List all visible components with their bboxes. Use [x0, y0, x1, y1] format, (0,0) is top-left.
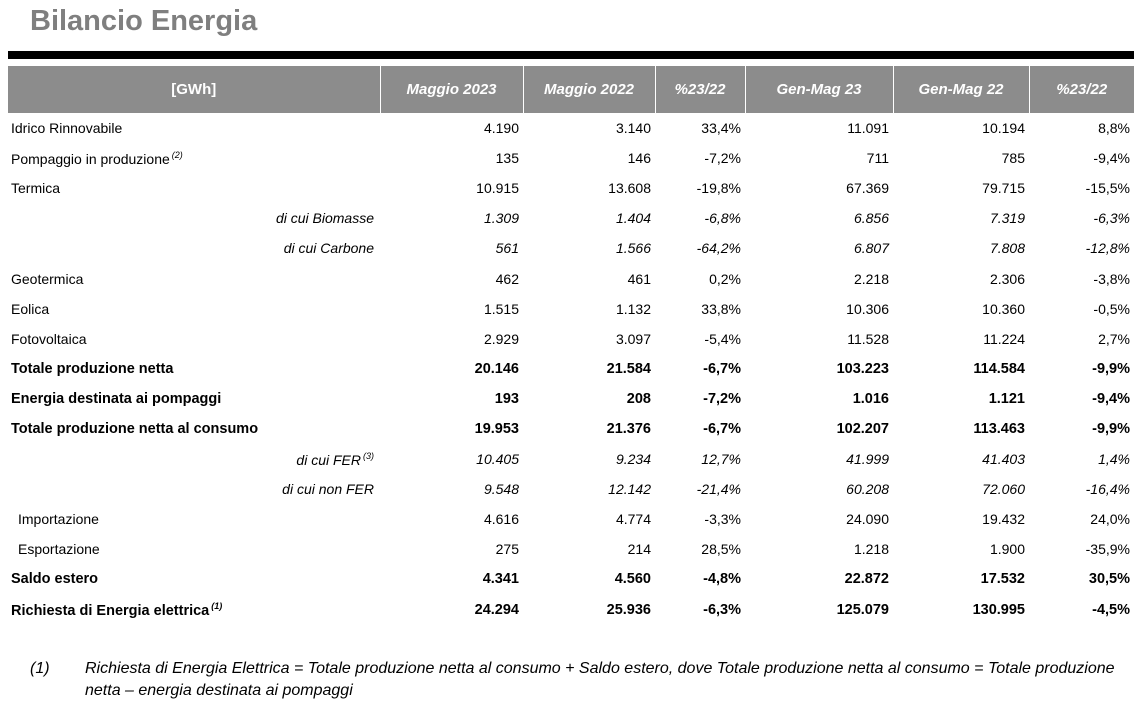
table-cell: 30,5% — [1088, 571, 1130, 588]
table-header-row — [8, 66, 1134, 113]
row-label-text: di cui Carbone — [283, 240, 374, 257]
energy-balance-table — [8, 66, 1134, 625]
header-maggio-2023: Maggio 2023 — [380, 66, 523, 113]
table-cell: 7.808 — [989, 240, 1025, 257]
row-label — [8, 233, 380, 263]
table-cell: -3,3% — [704, 511, 741, 528]
row-label — [8, 384, 380, 414]
table-cell: 12,7% — [701, 451, 741, 468]
table-row — [8, 173, 1134, 203]
footnote-ref: (3) — [363, 450, 374, 461]
table-cell: -15,5% — [1085, 180, 1130, 197]
table-cell: -7,2% — [703, 390, 741, 407]
table-cell: 146 — [627, 150, 651, 167]
table-cell: 0,2% — [709, 270, 741, 287]
table-cell: 711 — [866, 150, 889, 167]
table-cell: 12.142 — [608, 481, 651, 498]
table-row — [8, 354, 1134, 384]
table-cell: 1,4% — [1098, 451, 1130, 468]
table-cell: 21.584 — [606, 360, 651, 377]
table-cell: 19.953 — [474, 420, 519, 437]
table-cell: 1.218 — [853, 541, 889, 558]
row-label — [8, 534, 380, 564]
table-cell: -4,8% — [703, 571, 741, 588]
table-cell: -9,4% — [1092, 390, 1130, 407]
table-cell: -19,8% — [696, 180, 741, 197]
table-cell: 785 — [1001, 150, 1025, 167]
row-label-text: Idrico Rinnovabile — [11, 120, 123, 137]
table-cell: 193 — [494, 390, 519, 407]
row-label-text: Termica — [11, 180, 61, 197]
row-label — [8, 143, 380, 173]
table-cell: 4.616 — [483, 511, 519, 528]
table-cell: 1.404 — [615, 210, 651, 227]
table-cell: 7.319 — [989, 210, 1025, 227]
table-row — [8, 595, 1134, 625]
table-cell: -6,7% — [703, 360, 741, 377]
table-cell: 461 — [627, 270, 651, 287]
table-cell: 10.405 — [476, 451, 519, 468]
header-unit: [GWh] — [8, 66, 380, 113]
table-cell: 102.207 — [836, 420, 889, 437]
table-cell: 19.432 — [982, 511, 1025, 528]
table-cell: 11.224 — [983, 330, 1025, 347]
table-cell: 67.369 — [846, 180, 889, 197]
table-cell: 2.218 — [853, 270, 889, 287]
table-cell: 1.566 — [615, 240, 651, 257]
table-cell: -21,4% — [696, 481, 741, 498]
table-cell: 1.900 — [989, 541, 1025, 558]
table-cell: 17.532 — [980, 571, 1025, 588]
table-cell: 24,0% — [1090, 511, 1130, 528]
table-cell: -12,8% — [1085, 240, 1130, 257]
header-maggio-2022: Maggio 2022 — [523, 66, 655, 113]
row-label-text: Totale produzione netta al consumo — [11, 420, 259, 437]
header-pct-month: %23/22 — [655, 66, 745, 113]
table-cell: 25.936 — [606, 601, 651, 618]
table-cell: 208 — [626, 390, 651, 407]
table-row — [8, 324, 1134, 354]
row-label — [8, 504, 380, 534]
footnote-text: Richiesta di Energia Elettrica = Totale produzione netta al consumo + Saldo estero, dove Totale produzione netta al consumo = Totale produzione netta – energia destinata ai pompaggi — [85, 660, 1115, 699]
table-cell: 2.929 — [483, 330, 519, 347]
table-cell: -64,2% — [696, 240, 741, 257]
table-cell: -9,9% — [1092, 420, 1130, 437]
table-cell: 1.121 — [988, 390, 1025, 407]
table-cell: 113.463 — [973, 420, 1025, 437]
row-label — [8, 354, 380, 384]
row-label-text: di cui non FER — [282, 481, 374, 498]
row-label-text: di cui FER — [296, 451, 361, 468]
table-cell: 6.856 — [853, 210, 889, 227]
row-label-text: Importazione — [18, 511, 99, 528]
table-row — [8, 233, 1134, 263]
table-cell: 10.915 — [476, 180, 519, 197]
row-label — [8, 324, 380, 354]
title-rule — [8, 51, 1134, 59]
table-cell: -5,4% — [704, 330, 741, 347]
table-cell: 60.208 — [846, 481, 889, 498]
table-cell: 33,4% — [701, 120, 741, 137]
table-cell: 1.309 — [483, 210, 519, 227]
table-cell: 130.995 — [972, 601, 1025, 618]
row-label-text: Geotermica — [11, 270, 84, 287]
header-gen-mag-23: Gen-Mag 23 — [745, 66, 893, 113]
table-cell: 24.294 — [474, 601, 519, 618]
row-label — [8, 474, 380, 504]
table-cell: 4.190 — [483, 120, 519, 137]
table-row — [8, 294, 1134, 324]
table-row — [8, 113, 1134, 143]
table-cell: 8,8% — [1098, 120, 1130, 137]
header-pct-ytd: %23/22 — [1029, 66, 1134, 113]
table-cell: 4.560 — [614, 571, 651, 588]
table-cell: 22.872 — [844, 571, 889, 588]
row-label-text: Totale produzione netta — [11, 360, 174, 377]
row-label-text: Saldo estero — [11, 571, 99, 588]
table-cell: -3,8% — [1093, 270, 1130, 287]
table-row — [8, 263, 1134, 293]
footnote-number: (1) — [30, 660, 50, 677]
table-row — [8, 534, 1134, 564]
table-row — [8, 384, 1134, 414]
table-cell: -9,4% — [1093, 150, 1130, 167]
table-cell: 2.306 — [989, 270, 1025, 287]
table-cell: -6,3% — [1093, 210, 1130, 227]
table-cell: 9.234 — [615, 451, 651, 468]
table-cell: 6.807 — [853, 240, 889, 257]
table-row — [8, 444, 1134, 474]
table-cell: 41.999 — [846, 451, 889, 468]
table-row — [8, 203, 1134, 233]
table-cell: 79.715 — [982, 180, 1025, 197]
table-cell: 1.515 — [483, 300, 519, 317]
table-cell: -0,5% — [1093, 300, 1130, 317]
table-cell: 135 — [495, 150, 519, 167]
table-row — [8, 564, 1134, 594]
table-cell: 11.091 — [847, 120, 889, 137]
table-cell: 3.140 — [615, 120, 651, 137]
row-label — [8, 203, 380, 233]
row-label — [8, 173, 380, 203]
page-title: Bilancio Energia — [30, 5, 258, 37]
table-cell: 4.341 — [482, 571, 519, 588]
table-cell: -6,8% — [704, 210, 741, 227]
footnote-ref: (2) — [171, 149, 183, 160]
row-label — [8, 113, 380, 143]
table-cell: 214 — [627, 541, 651, 558]
table-row — [8, 143, 1134, 173]
table-cell: 4.774 — [615, 511, 651, 528]
row-label-text: Pompaggio in produzione — [11, 150, 170, 167]
table-cell: 41.403 — [982, 451, 1025, 468]
table-cell: 24.090 — [846, 511, 889, 528]
table-cell: 28,5% — [701, 541, 741, 558]
row-label-text: di cui Biomasse — [275, 210, 374, 227]
table-cell: -6,3% — [703, 601, 741, 618]
table-row — [8, 474, 1134, 504]
table-cell: 10.194 — [982, 120, 1025, 137]
row-label — [8, 595, 380, 625]
table-cell: 20.146 — [474, 360, 519, 377]
row-label-text: Fotovoltaica — [11, 330, 87, 347]
table-cell: 72.060 — [982, 481, 1025, 498]
table-cell: 125.079 — [836, 601, 889, 618]
table-cell: -35,9% — [1085, 541, 1130, 558]
table-cell: -6,7% — [703, 420, 741, 437]
row-label-text: Eolica — [11, 300, 50, 317]
table-cell: 3.097 — [615, 330, 651, 347]
row-label — [8, 263, 380, 293]
row-label — [8, 294, 380, 324]
row-label — [8, 444, 380, 474]
table-cell: 114.584 — [973, 360, 1025, 377]
table-cell: 2,7% — [1098, 330, 1130, 347]
footnote-ref: (1) — [211, 600, 223, 611]
header-gen-mag-22: Gen-Mag 22 — [893, 66, 1029, 113]
row-label — [8, 414, 380, 444]
table-cell: 21.376 — [606, 420, 651, 437]
table-cell: 275 — [495, 541, 519, 558]
row-label — [8, 564, 380, 594]
table-cell: -7,2% — [704, 150, 741, 167]
table-cell: 13.608 — [608, 180, 651, 197]
row-label-text: Richiesta di Energia elettrica — [11, 602, 210, 619]
table-cell: 33,8% — [701, 300, 741, 317]
table-cell: 9.548 — [483, 481, 519, 498]
table-row — [8, 414, 1134, 444]
table-cell: 561 — [495, 240, 519, 257]
table-cell: 10.360 — [982, 300, 1025, 317]
table-row — [8, 504, 1134, 534]
table-cell: -4,5% — [1092, 601, 1130, 618]
table-cell: -16,4% — [1085, 481, 1130, 498]
row-label-text: Esportazione — [18, 541, 100, 558]
table-cell: 11.528 — [847, 330, 889, 347]
table-cell: 1.132 — [615, 300, 651, 317]
table-cell: -9,9% — [1092, 360, 1130, 377]
table-cell: 10.306 — [846, 300, 889, 317]
row-label-text: Energia destinata ai pompaggi — [11, 390, 222, 407]
table-cell: 462 — [495, 270, 519, 287]
table-cell: 1.016 — [852, 390, 889, 407]
table-cell: 103.223 — [836, 360, 889, 377]
